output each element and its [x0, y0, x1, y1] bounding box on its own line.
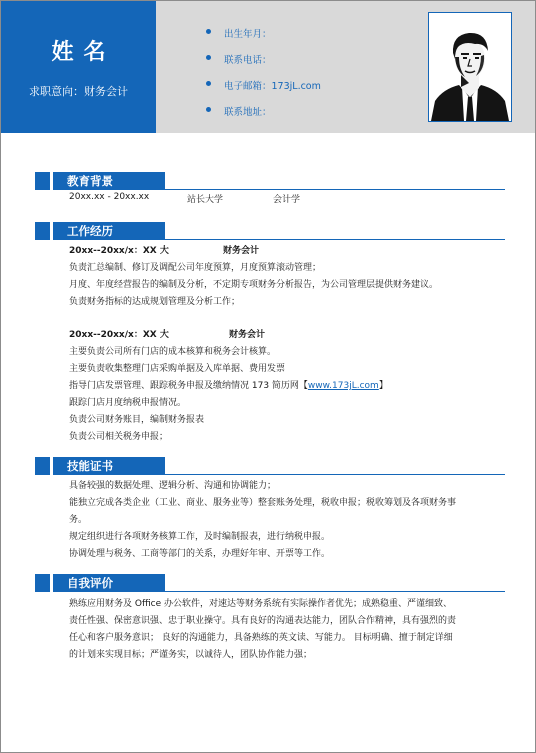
- job-2-duty-text: 指导门店发票管理、跟踪税务申报及缴纳情况 173 简历网【: [69, 381, 308, 391]
- section-header: [35, 222, 505, 240]
- contact-address-label: 联系地址：: [224, 107, 272, 118]
- section-header: [35, 457, 505, 475]
- job-2-duty: 跟踪门店月度纳税申报情况。: [69, 398, 187, 408]
- website-link[interactable]: www.173jL.com: [307, 381, 379, 391]
- skill-line: 能独立完成各类企业（工业、商业、服务业等）整套账务处理，税收申报；税收筹划及各项财务事: [69, 498, 457, 508]
- section-divider: [165, 591, 505, 592]
- section-marker: [35, 222, 50, 240]
- section-divider: [165, 189, 505, 190]
- job-2-duty: 负责公司财务账目，编制财务报表: [69, 415, 205, 425]
- skill-line: 协调处理与税务、工商等部门的关系，办理好年审、开票等工作。: [69, 549, 331, 559]
- section-marker: [35, 457, 50, 475]
- job-2-duty: [69, 378, 388, 391]
- contact-birth-label: 出生年月：: [224, 29, 272, 40]
- skills-section: [35, 457, 505, 475]
- self-eval-line: 的计划来实现目标；严谨务实，以诚待人，团队协作能力强；: [69, 650, 313, 660]
- profile-photo: [428, 12, 512, 122]
- self-eval-line: 任心和客户服务意识； 良好的沟通能力，具备熟练的英文读、写能力。 目标明确、擅于制定详细: [69, 633, 453, 643]
- bullet-icon: [206, 81, 211, 86]
- bullet-icon: [206, 55, 211, 60]
- job-1-period: 20xx--20xx/x：XX 大: [69, 246, 169, 256]
- self-eval-line: 熟练应用财务及 Office 办公软件，对速达等财务系统有实际操作者优先；成熟稳重、严谨细致、: [69, 599, 452, 609]
- work-section: [35, 222, 505, 240]
- self-eval-line: 责任性强、保密意识强、忠于职业操守。具有良好的沟通表达能力，团队合作精神，具有强烈的责: [69, 616, 457, 626]
- skill-line: 具备较强的数据处理、逻辑分析、沟通和协调能力；: [69, 481, 277, 491]
- contact-phone-label: 联系电话：: [224, 55, 272, 66]
- education-major: 会计学: [273, 195, 301, 205]
- bullet-icon: [206, 29, 211, 34]
- education-period: 20xx.xx - 20xx.xx: [69, 192, 150, 202]
- section-divider: [165, 239, 505, 240]
- section-header: [35, 172, 505, 190]
- header: [1, 1, 535, 133]
- section-divider: [165, 474, 505, 475]
- skill-line: 务。: [69, 515, 88, 525]
- job-1-duty: 月度、年度经营报告的编制及分析，不定期专项财务分析报告，为公司管理层提供财务建议。: [69, 280, 439, 290]
- job-1-duty: 负责财务指标的达成规划管理及分析工作；: [69, 297, 241, 307]
- job-2-period: 20xx--20xx/x：XX 大: [69, 330, 169, 340]
- name-block: [1, 1, 156, 133]
- job-2-duty-text: 】: [378, 381, 388, 391]
- job-intent: 求职意向：财务会计: [29, 85, 128, 98]
- section-title: 教育背景: [67, 174, 113, 188]
- self-eval-section: [35, 574, 505, 592]
- job-2-duty: 主要负责公司所有门店的成本核算和税务会计核算。: [69, 347, 277, 357]
- portrait-image: [429, 13, 511, 121]
- contact-email-label: 电子邮箱：173jL.com: [224, 81, 321, 92]
- bullet-icon: [206, 107, 211, 112]
- job-1-role: 财务会计: [223, 246, 260, 256]
- section-marker: [35, 574, 50, 592]
- job-1-duty: 负责汇总编制、修订及调配公司年度预算，月度预算滚动管理；: [69, 263, 322, 273]
- section-marker: [35, 172, 50, 190]
- section-title: 工作经历: [67, 224, 113, 238]
- section-title: 自我评价: [67, 576, 113, 590]
- education-school: 站长大学: [187, 195, 224, 205]
- job-2-role: 财务会计: [229, 330, 266, 340]
- section-header: [35, 574, 505, 592]
- skill-line: 规定组织进行各项财务核算工作，及时编制报表，进行纳税申报。: [69, 532, 331, 542]
- section-title: 技能证书: [67, 459, 113, 473]
- job-2-duty: 负责公司相关税务申报；: [69, 432, 169, 442]
- candidate-name: 姓名: [51, 40, 116, 65]
- education-section: [35, 172, 505, 190]
- job-2-duty: 主要负责收集整理门店采购单据及入库单据、费用发票: [69, 364, 286, 374]
